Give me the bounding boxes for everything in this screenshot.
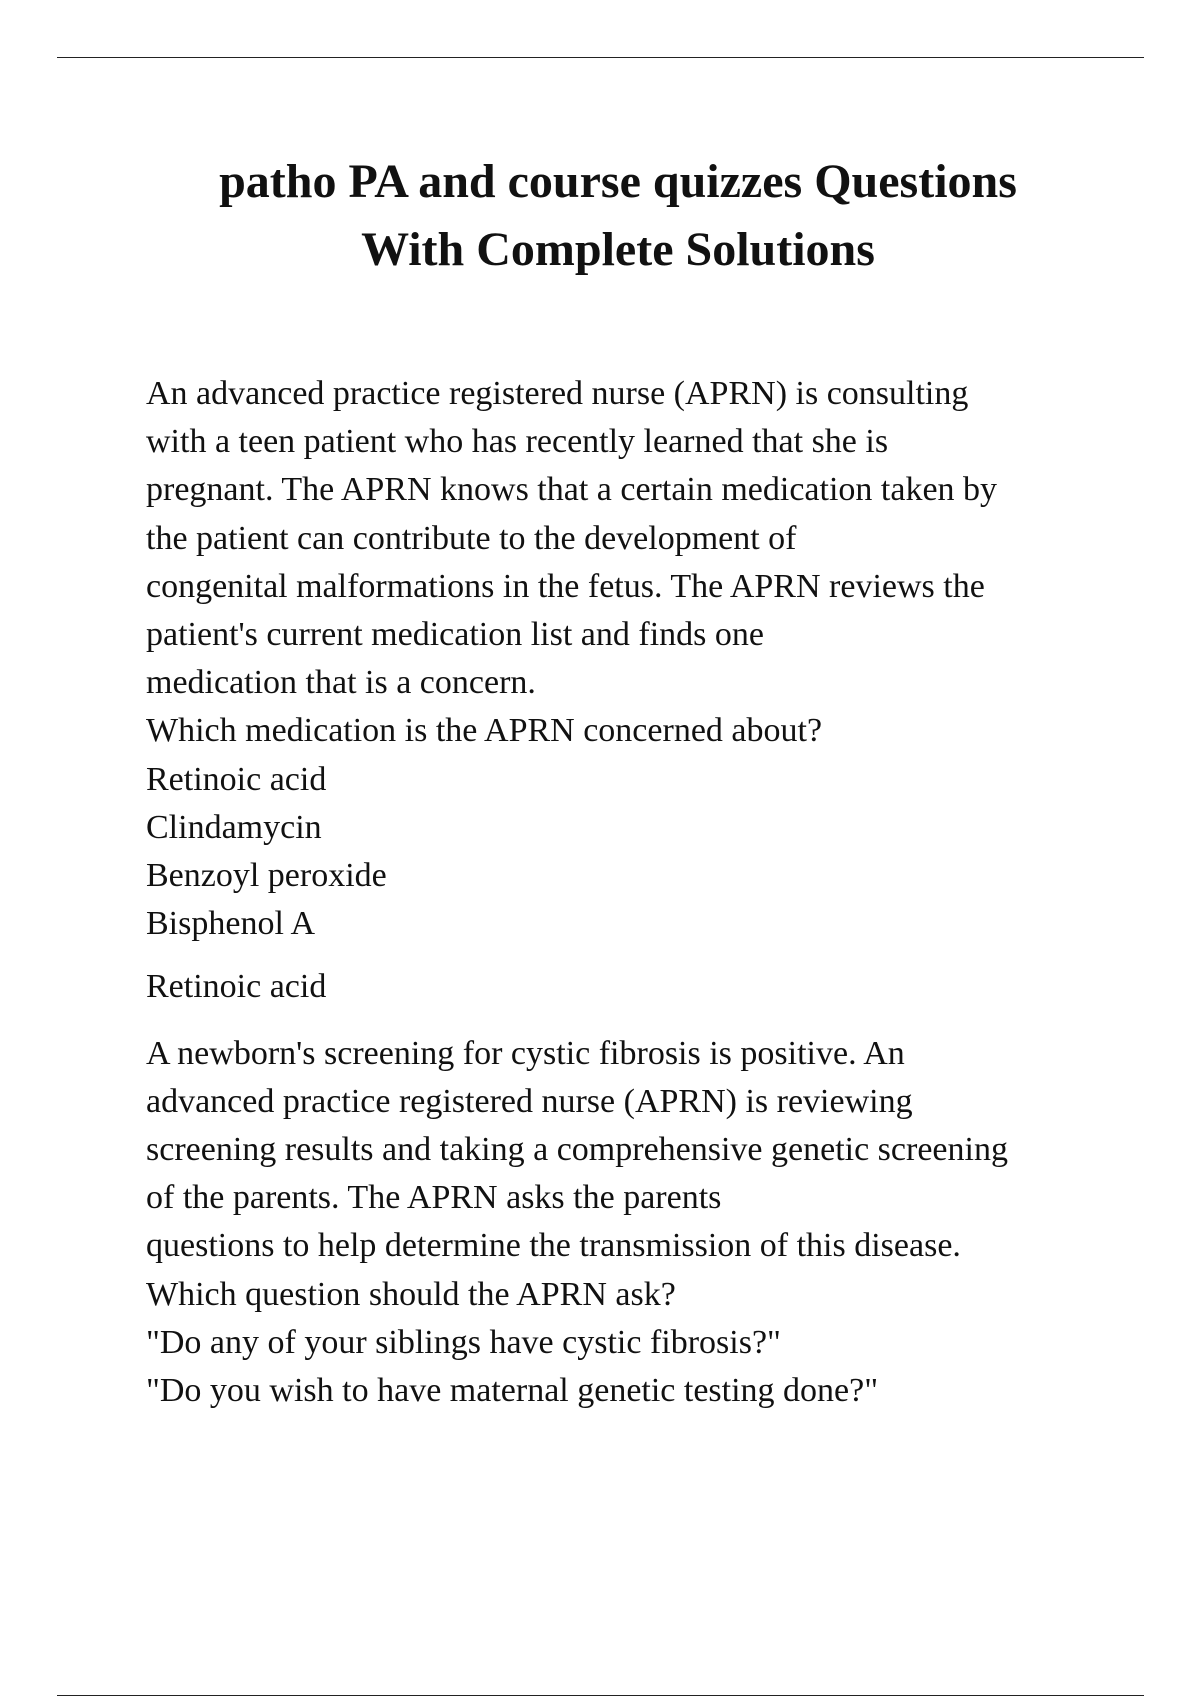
question-1 (146, 370, 1146, 948)
title-line: With Complete Solutions (361, 223, 875, 276)
title-line: patho PA and course quizzes Questions (219, 155, 1017, 208)
question-stem-line: Which question should the APRN ask? (146, 1275, 676, 1313)
answer-option: "Do you wish to have maternal genetic testing done?" (146, 1372, 879, 1410)
question-stem-line: congenital malformations in the fetus. The APRN reviews the (146, 567, 985, 605)
question-stem-line: An advanced practice registered nurse (APRN) is consulting (146, 375, 969, 412)
answer-option: Retinoic acid (146, 760, 327, 798)
question-stem-line: patient's current medication list and finds one (146, 616, 764, 654)
answer-option: "Do any of your siblings have cystic fibrosis?" (146, 1323, 781, 1361)
document-title (100, 148, 1136, 284)
question-stem-line: with a teen patient who has recently learned that she is (146, 423, 889, 461)
question-stem-line: questions to help determine the transmission of this disease. (146, 1227, 961, 1265)
question-stem-line: of the parents. The APRN asks the parents (146, 1179, 722, 1217)
question-2-options (146, 1319, 1146, 1415)
question-stem-line: screening results and taking a comprehensive genetic screening (146, 1131, 1008, 1169)
question-stem-line: Which medication is the APRN concerned about? (146, 712, 823, 750)
question-1-stem (146, 370, 1146, 756)
question-stem-line: A newborn's screening for cystic fibrosis is positive. An (146, 1034, 905, 1072)
answer-option: Clindamycin (146, 808, 322, 846)
top-rule (57, 57, 1144, 58)
bottom-rule (57, 1695, 1144, 1696)
question-stem-line: pregnant. The APRN knows that a certain medication taken by (146, 471, 998, 509)
question-stem-line: advanced practice registered nurse (APRN) is reviewing (146, 1082, 913, 1120)
answer-option: Benzoyl peroxide (146, 857, 387, 895)
question-2 (146, 1030, 1146, 1416)
question-stem-line: the patient can contribute to the development of (146, 519, 797, 557)
question-stem-line: medication that is a concern. (146, 664, 536, 702)
answer-option: Bisphenol A (146, 905, 316, 943)
correct-answer: Retinoic acid (146, 968, 327, 1006)
question-1-options (146, 756, 1146, 949)
question-1-answer (146, 963, 1146, 1011)
question-2-stem (146, 1030, 1146, 1319)
document-body (146, 370, 1146, 1415)
